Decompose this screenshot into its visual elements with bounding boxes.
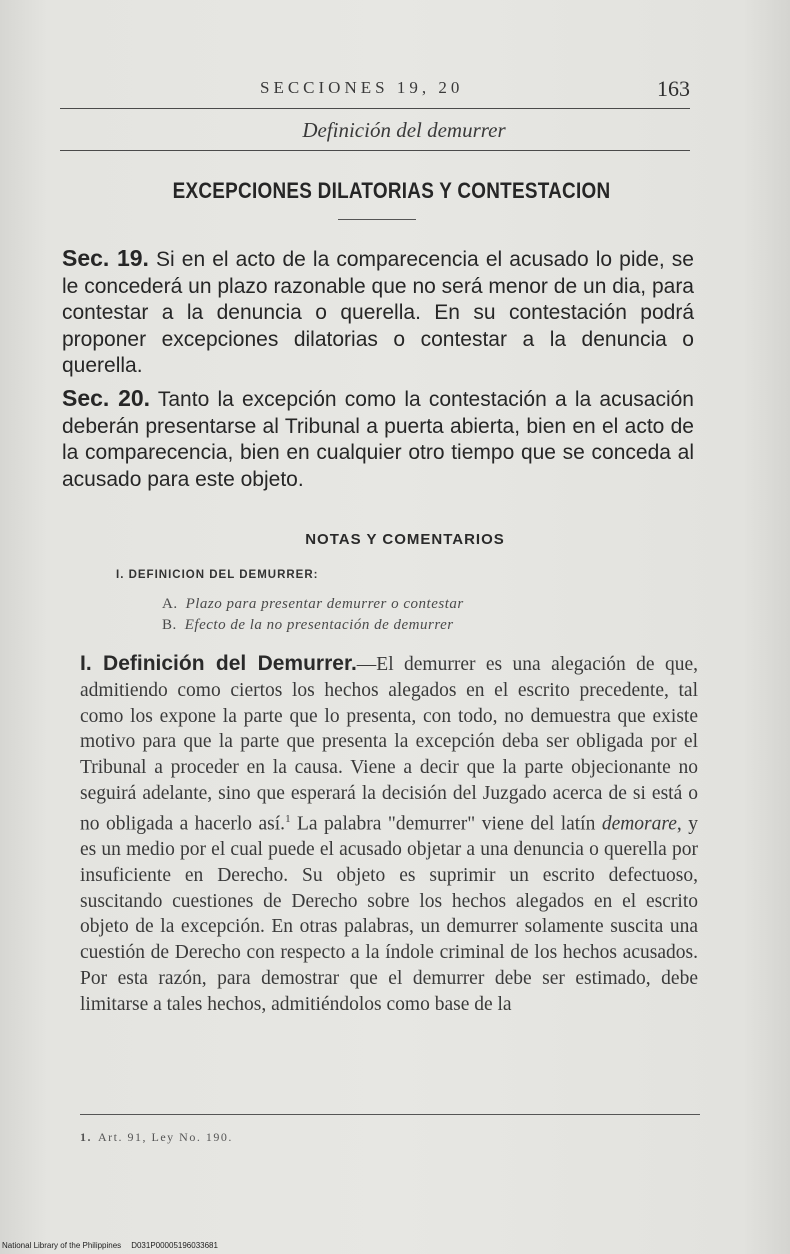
credit-code: D031P00005196033681 xyxy=(131,1241,218,1250)
section-text: Tanto la excepción como la contestación a la acusación deberán presentarse al Tribunal a puerta abierta, bien en el acto de la comparecencia, bien en cualquier otro tiempo que se conceda al acusado para este objeto. xyxy=(62,388,694,491)
outline-heading: I. DEFINICION DEL DEMURRER: xyxy=(116,569,319,581)
commentary-heading: I. Definición del Demurrer. xyxy=(80,652,357,675)
footnote-text: Art. 91, Ley No. 190. xyxy=(98,1130,233,1144)
header-rule-bottom xyxy=(60,150,690,151)
latin-term: demorare xyxy=(601,813,677,835)
footnote-reference: 1 xyxy=(285,812,291,825)
footnote xyxy=(80,1130,233,1145)
section-label: Sec. 19. xyxy=(62,245,149,271)
commentary-text: —El demurrer es una alegación de que, admitiendo como ciertos los hechos alegados en el escrito precedente, tal como los expone la parte que lo presenta, con todo, no demuestra que existe motivo para que la parte que presenta la excepción deba ser obligada por el Tribunal a proceder en la causa. Viene a decir que la parte objecionante no seguirá adelante, sino que esperará la decisión del Juzgado acerca de si está o no obligada a hacerlo así. xyxy=(80,654,698,835)
section-20 xyxy=(62,385,694,493)
page-number: 163 xyxy=(657,76,690,101)
outline-item xyxy=(162,596,464,613)
outline-item xyxy=(162,617,454,634)
header-rule-top xyxy=(60,108,690,109)
notes-title: NOTAS Y COMENTARIOS xyxy=(305,531,505,548)
commentary-paragraph xyxy=(80,651,698,1018)
running-head-title: SECCIONES 19, 20 xyxy=(260,78,464,97)
section-label: Sec. 20. xyxy=(62,385,151,411)
scan-credit xyxy=(2,1241,228,1250)
credit-library: National Library of the Philippines xyxy=(2,1241,122,1250)
outline-letter: A. xyxy=(162,596,178,612)
section-19 xyxy=(62,245,694,380)
footnote-rule xyxy=(80,1114,700,1115)
outline-letter: B. xyxy=(162,617,177,633)
commentary-text: La palabra "demurrer" viene del latín xyxy=(290,813,602,835)
commentary-text: , y es un medio por el cual puede el acusado objetar a una denuncia o querella por insuficiente en Derecho. Su objeto es suprimir un escrito defectuoso, suscitando cuestiones de Derecho sobre los hechos alegados en el escrito objeto de la excepción. En otras palabras, un demurrer solamente suscita una cuestión de Derecho con respecto a la índole criminal de los hechos acusados. Por esta razón, para demostrar que el demurrer debe ser estimado, debe limitarse a tales hechos, admitiéndolos como base de la xyxy=(80,813,699,1015)
section-text: Si en el acto de la comparecencia el acusado lo pide, se le concederá un plazo razonable que no será menor de un dia, para contestar a la denuncia o querella. En su contestación podrá proponer excepciones dilatorias o contestar a la denuncia o querella. xyxy=(62,248,694,377)
outline-text: Efecto de la no presentación de demurrer xyxy=(184,617,454,633)
chapter-divider xyxy=(338,219,416,220)
outline-text: Plazo para presentar demurrer o contestar xyxy=(185,596,464,612)
footnote-number: 1. xyxy=(80,1130,92,1144)
running-subtitle: Definición del demurrer xyxy=(302,118,506,142)
chapter-title: EXCEPCIONES DILATORIAS Y CONTESTACION xyxy=(172,178,611,203)
running-head xyxy=(60,78,690,102)
